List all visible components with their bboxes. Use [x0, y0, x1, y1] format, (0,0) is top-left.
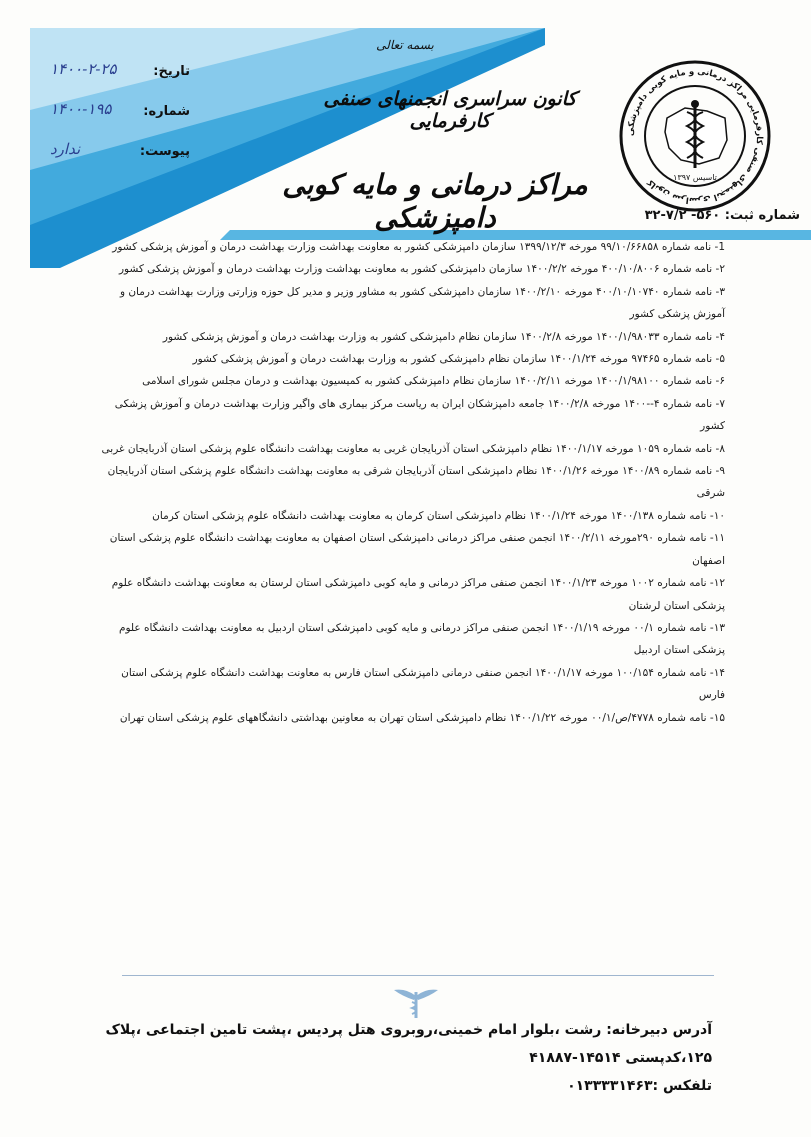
list-item: 1- نامه شماره ۹۹/۱۰/۶۶۸۵۸ مورخه ۱۳۹۹/۱۲/۳ سازمان دامپزشکی کشور به معاونت بهداشت وزارت بهداشت درمان و آموزش پزشکی کشور [112, 241, 725, 253]
organization-name-line2: مراکز درمانی و مایه کوبی دامپزشکی [282, 168, 588, 234]
caduceus-wing-icon [392, 986, 440, 1020]
list-item: ۵- نامه شماره ۹۷۴۶۵ مورخه ۱۴۰۰/۱/۲۴ سازمان نظام دامپزشکی کشور به وزارت بهداشت درمان و آموزش پزشکی کشور [192, 353, 725, 366]
list-item: ۹- نامه شماره ۱۴۰۰/۸۹ مورخه ۱۴۰۰/۱/۲۶ نظام دامپزشکی استان آذربایجان شرقی به معاونت بهداشت دانشگاه علوم پزشکی استان آذربایجان شرقی [107, 465, 725, 500]
date-value: ۱۴۰۰-۲-۲۵ [50, 60, 117, 78]
number-label: شماره: [143, 104, 190, 119]
seal-ring-text: کانون سراسری انجمنهای صنفی کارفرمایی مراکز درمانی و مایه کوبی دامپزشکی [625, 66, 765, 206]
list-item: ۱۳- نامه شماره ۰۰/۱ مورخه ۱۴۰۰/۱/۱۹ انجمن صنفی مراکز درمانی و مایه کوبی دامپزشکی استان اردبیل به معاونت بهداشت دانشگاه علوم پزشکی استان اردبیل [119, 621, 725, 657]
organization-seal-logo [615, 56, 775, 216]
number-value: ۱۴۰۰-۱۹۵ [50, 100, 112, 118]
footer-emblem-icon [392, 986, 440, 1020]
date-label: تاریخ: [153, 64, 190, 79]
seal-emblem-icon [615, 56, 775, 216]
bismillah-calligraphy: بسمه تعالی [376, 38, 434, 52]
list-item: ۱۴- نامه شماره ۱۰۰/۱۵۴ مورخه ۱۴۰۰/۱/۱۷ انجمن صنفی درمانی دامپزشکی استان فارس به معاونت بهداشت دانشگاه علوم پزشکی استان فارس [121, 666, 725, 702]
attachment-label: پیوست: [139, 144, 190, 159]
seal-founded-text: تاسیس ۱۳۹۷ [673, 173, 717, 182]
date-row [40, 60, 190, 86]
list-item: ۱۱- نامه شماره ۲۹۰مورخه ۱۴۰۰/۲/۱۱ انجمن صنفی مراکز درمانی دامپزشکی استان اصفهان به معاونت بهداشت دانشگاه علوم پزشکی استان اصفهان [109, 532, 725, 567]
list-item: ۴- نامه شماره ۱۴۰۰/۱/۹۸۰۳۳ مورخه ۱۴۰۰/۲/۸ سازمان نظام دامپزشکی کشور به وزارت بهداشت درمان و آموزش پزشکی کشور [162, 330, 725, 343]
list-item: ۱۵- نامه شماره ۴۷۷۸/ص/۰۰/۱ مورخه ۱۴۰۰/۱/۲۲ نظام دامپزشکی استان تهران به معاونین بهداشتی دانشگاههای علوم پزشکی استان تهران [119, 711, 725, 724]
list-item: ۷- نامه شماره ۴--۱۴۰۰ مورخه ۱۴۰۰/۲/۸ جامعه دامپزشکان ایران به ریاست مرکز بیماری های واگیر وزارت بهداشت درمان و آموزش پزشکی کشور [114, 397, 725, 433]
list-item: ۸- نامه شماره ۱۰۵۹ مورخه ۱۴۰۰/۱/۱۷ نظام دامپزشکی استان آذربایجان غربی به معاونت بهداشت دانشگاه علوم پزشکی استان آذربایجان غربی [101, 442, 725, 455]
list-item: ۶- نامه شماره ۱۴۰۰/۱/۹۸۱۰۰ مورخه ۱۴۰۰/۲/۱۱ سازمان نظام دامپزشکی کشور به کمیسیون بهداشت و درمان مجلس شورای اسلامی [142, 375, 725, 388]
list-item: ۱۲- نامه شماره ۱۰۰۲ مورخه ۱۴۰۰/۱/۲۳ انجمن صنفی مراکز درمانی و مایه کوبی دامپزشکی استان لرستان به معاونت بهداشت دانشگاه علوم پزشکی استان لرشتان [111, 577, 725, 612]
footer-address-line2: ۱۲۵،کدپستی ۱۴۵۱۴-۴۱۸۸۷ [529, 1050, 712, 1066]
list-item: ۳- نامه شماره ۴۰۰/۱۰/۱۰۷۴۰ مورخه ۱۴۰۰/۲/۱۰ سازمان دامپزشکی کشور به مشاور وزیر و مدیر کل حوزه وزارتی وزارت بهداشت درمان و آموزش پزشکی کشور [119, 285, 725, 321]
footer-divider [122, 975, 714, 976]
registration-number: شماره ثبت: ۵۶۰- ۷/۲-۳۲ [644, 208, 800, 223]
letter-reference-list [100, 236, 725, 729]
organization-name-line1: کانون سراسری انجمنهای صنفی کارفرمایی [323, 88, 577, 132]
attachment-value: ندارد [50, 140, 81, 158]
footer-phone: تلفکس :۰۱۳۳۳۳۱۴۶۳ [567, 1078, 712, 1094]
footer-address-line1: آدرس دبیرخانه: رشت ،بلوار امام خمینی،روبروی هتل پردیس ،پشت تامین اجتماعی ،پلاک [105, 1022, 712, 1038]
number-row [40, 100, 190, 126]
list-item: ۱۰- نامه شماره ۱۴۰۰/۱۳۸ مورخه ۱۴۰۰/۱/۲۴ نظام دامپزشکی استان کرمان به معاونت بهداشت دانشگاه علوم پزشکی استان کرمان [152, 509, 725, 522]
attachment-row [40, 140, 190, 166]
list-item: ۲- نامه شماره ۴۰۰/۱۰/۸۰۰۶ مورخه ۱۴۰۰/۲/۲ سازمان دامپزشکی کشور به معاونت بهداشت وزارت بهداشت درمان و آموزش پزشکی کشور [118, 263, 725, 276]
